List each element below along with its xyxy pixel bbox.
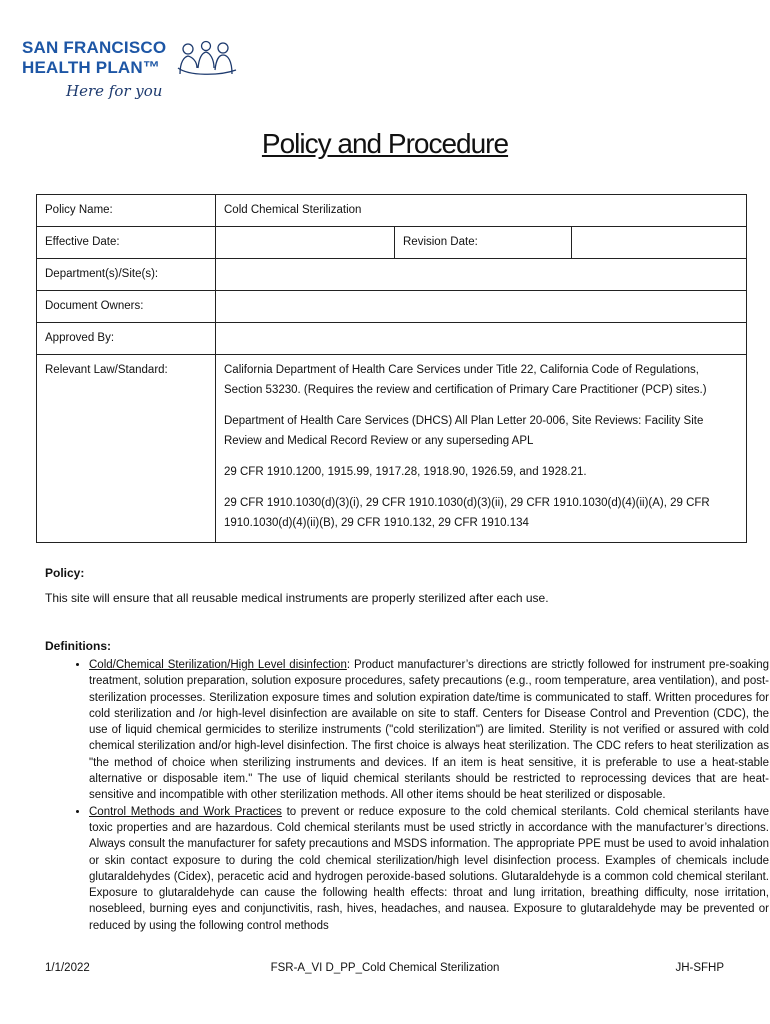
revision-date-label: Revision Date:	[395, 227, 572, 259]
table-row	[37, 259, 747, 291]
logo-tagline: Here for you	[66, 82, 163, 100]
definition-term: Cold/Chemical Sterilization/High Level disinfection	[89, 659, 347, 671]
table-row	[37, 195, 747, 227]
law-paragraph: 29 CFR 1910.1200, 1915.99, 1917.28, 1918.90, 1926.59, and 1928.21.	[224, 466, 587, 478]
page-title: Policy and Procedure	[261, 128, 509, 159]
definition-text: Product manufacturer’s directions are strictly followed for instrument pre-soaking treatment, solution preparation, solution exposure procedures, safety precautions (e.g., room temperature, area ventilation), and post-sterilization processes. Sterilization exposure times and solution expiration date/time is communicated to staff. Written procedures for cold sterilization and /or high-level disinfection are available on site to staff. Centers for Disease Control and Prevention (CDC), the use of liquid chemical germicides to sterilize instruments ("cold sterilization") are limited. Sterility is not verified or assured with cold chemical sterilization and/or high-level disinfection. The first choice is always heat sterilization. The CDC refers to heat sterilization as "the method of choice when sterilizing instruments and devices. If an item is heat sensitive, it is preferable to use a heat-stable alternative or disposable item." The use of liquid chemical sterilants should be restricted to reprocessing devices that are heat-sensitive and incompatible with other sterilization methods. All other items should be heat sterilized or disposable.	[89, 659, 770, 802]
revision-date-value	[572, 227, 747, 259]
logo-line-2: HEALTH PLAN™	[22, 58, 161, 77]
policy-text: This site will ensure that all reusable medical instruments are properly sterilized after each use.	[45, 591, 549, 605]
logo-wordmark	[22, 38, 166, 78]
policy-name-value: Cold Chemical Sterilization	[216, 195, 747, 227]
relevant-law-label: Relevant Law/Standard:	[37, 355, 216, 543]
table-row	[37, 227, 747, 259]
departments-label: Department(s)/Site(s):	[37, 259, 216, 291]
policy-heading: Policy:	[45, 566, 85, 580]
definition-separator: :	[346, 659, 354, 671]
departments-value	[216, 259, 747, 291]
definitions-list	[45, 657, 769, 934]
document-owners-label: Document Owners:	[37, 291, 216, 323]
table-row	[37, 355, 747, 543]
table-row	[37, 291, 747, 323]
definition-text: to prevent or reduce exposure to the cold chemical sterilants. Cold chemical sterilants have toxic properties and are hazardous. Cold chemical sterilants must be used strictly in accordance with the manufacturer’s directions. Always consult the manufacturer for safety precautions and MSDS information. The appropriate PPE must be used to avoid inhalation or skin contact exposure to during the cold chemical sterilization/high level disinfection process. Examples of chemicals include glutaraldehydes (Cidex), peracetic acid and hydrogen peroxide-based solutions. Glutaraldehyde is a common cold chemical sterilant. Exposure to glutaraldehyde can cause the following health effects: throat and lung irritation, breathing difficulty, nose irritation, nosebleed, burning eyes and conjunctivitis, rash, hives, headaches, and nausea. Exposure to glutaraldehyde may be prevented or reduced by using the following control methods	[89, 805, 769, 932]
list-item	[89, 657, 769, 804]
policy-name-label: Policy Name:	[37, 195, 216, 227]
footer-code: JH-SFHP	[675, 962, 724, 974]
law-paragraph: California Department of Health Care Services under Title 22, California Code of Regulations, Section 53230. (Requires the review and certification of Primary Care Practitioner (PCP) sites.)	[224, 364, 707, 396]
definitions-heading: Definitions:	[45, 639, 111, 653]
approved-by-label: Approved By:	[37, 323, 216, 355]
logo-line-1: SAN FRANCISCO	[22, 38, 167, 57]
sfhp-logo	[22, 38, 252, 108]
people-group-icon	[174, 38, 244, 78]
law-paragraph: 29 CFR 1910.1030(d)(3)(i), 29 CFR 1910.1030(d)(3)(ii), 29 CFR 1910.1030(d)(4)(ii)(A), 29 CFR 1910.1030(d)(4)(ii)(B), 29 CFR 1910.132, 29 CFR 1910.134	[224, 497, 710, 529]
law-paragraph: Department of Health Care Services (DHCS) All Plan Letter 20-006, Site Reviews: Facility Site Review and Medical Record Review or any superseding APL	[224, 415, 704, 447]
document-owners-value	[216, 291, 747, 323]
policy-info-table	[36, 194, 747, 543]
effective-date-label: Effective Date:	[37, 227, 216, 259]
relevant-law-value	[216, 355, 747, 543]
footer-date: 1/1/2022	[45, 962, 90, 974]
footer-doc-id: FSR-A_VI D_PP_Cold Chemical Sterilization	[270, 962, 500, 974]
list-item	[89, 804, 769, 934]
effective-date-value	[216, 227, 395, 259]
approved-by-value	[216, 323, 747, 355]
table-row	[37, 323, 747, 355]
definition-term: Control Methods and Work Practices	[89, 805, 282, 818]
